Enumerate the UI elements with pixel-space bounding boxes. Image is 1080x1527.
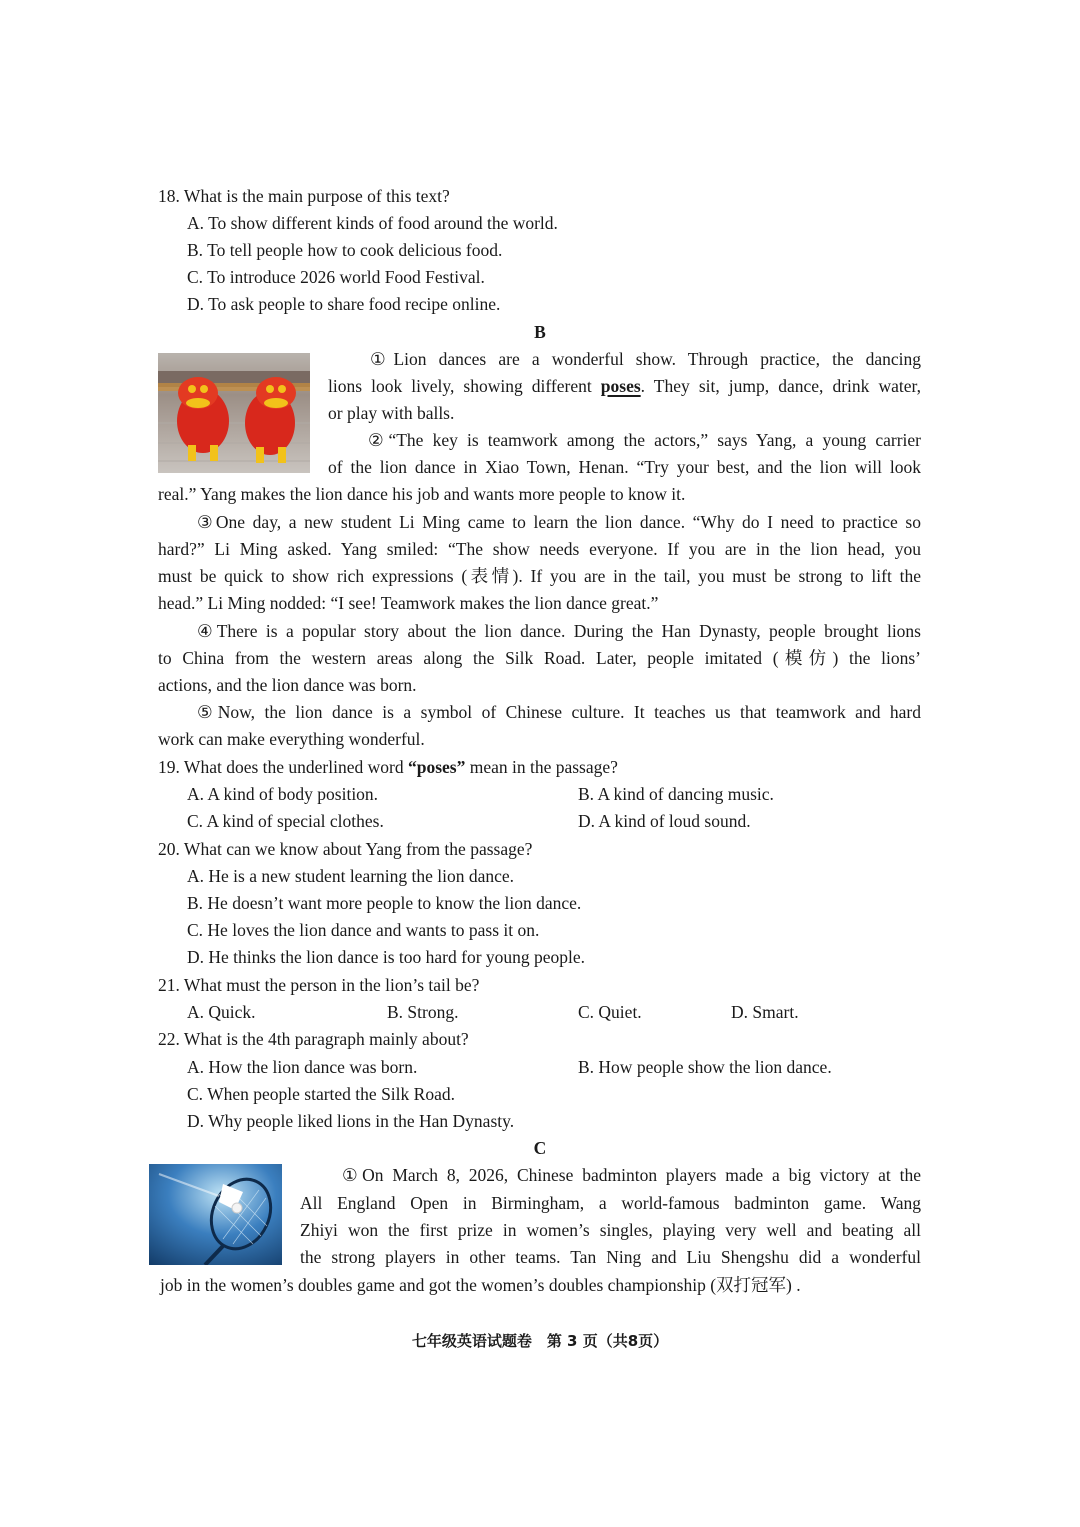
passage-b-p2-line3: real.” Yang makes the lion dance his job and wants more people to know it. <box>158 484 686 504</box>
q22-option-d: D. Why people liked lions in the Han Dynasty. <box>187 1111 515 1131</box>
section-c-heading: C <box>533 1138 547 1158</box>
q20-stem: 20. What can we know about Yang from the passage? <box>158 839 533 859</box>
passage-b-p4-line3: actions, and the lion dance was born. <box>158 675 417 695</box>
q18-option-d: D. To ask people to share food recipe online. <box>187 294 501 314</box>
q18-option-a: A. To show different kinds of food around the world. <box>187 213 558 233</box>
passage-b-p4-line1: ④There is a popular story about the lion dance. During the Han Dynasty, people brought lions <box>197 621 921 641</box>
q19-option-d: D. A kind of loud sound. <box>578 811 751 831</box>
q19-option-c: C. A kind of special clothes. <box>187 811 384 831</box>
badminton-image <box>149 1164 282 1265</box>
badminton-shuttlecock-photo-icon <box>149 1164 282 1265</box>
q21-option-d: D. Smart. <box>731 1002 799 1022</box>
passage-b-p3-line3: must be quick to show rich expressions (表情). If you are in the tail, you must be strong to lift the <box>158 566 921 586</box>
q19-stem <box>158 755 618 779</box>
passage-b-p1-line2-post: . They sit, jump, dance, drink water, <box>640 376 921 396</box>
passage-c-line4: the strong players in other teams. Tan Ning and Liu Shengshu did a wonderful <box>300 1247 921 1267</box>
passage-b-p1-line2-pre: lions look lively, showing different <box>328 376 601 396</box>
passage-b-p1-line3: or play with balls. <box>328 403 455 423</box>
passage-b-p2-line2: of the lion dance in Xiao Town, Henan. “Try your best, and the lion will look <box>328 457 921 477</box>
q21-option-a: A. Quick. <box>187 1002 256 1022</box>
q18-option-b: B. To tell people how to cook delicious food. <box>187 240 503 260</box>
q20-option-d: D. He thinks the lion dance is too hard for young people. <box>187 947 586 967</box>
passage-c-line1: ①On March 8, 2026, Chinese badminton players made a big victory at the <box>342 1165 921 1185</box>
passage-c-line3: Zhiyi won the first prize in women’s singles, playing very well and beating all <box>300 1220 921 1240</box>
q19-option-b: B. A kind of dancing music. <box>578 784 774 804</box>
q19-option-a: A. A kind of body position. <box>187 784 379 804</box>
passage-b-p1-line1: ①Lion dances are a wonderful show. Through practice, the dancing <box>370 349 921 369</box>
passage-c-line5: job in the women’s doubles game and got the women’s doubles championship (双打冠军) . <box>160 1275 801 1295</box>
underlined-word-poses: poses <box>600 376 641 396</box>
q21-stem: 21. What must the person in the lion’s tail be? <box>158 975 480 995</box>
q19-stem-post: mean in the passage? <box>465 757 618 777</box>
passage-b-p3-line4: head.” Li Ming nodded: “I see! Teamwork makes the lion dance great.” <box>158 593 659 613</box>
q18-option-c: C. To introduce 2026 world Food Festival. <box>187 267 485 287</box>
lion-dance-photo-icon <box>158 353 310 473</box>
passage-b-p5-line1: ⑤Now, the lion dance is a symbol of Chinese culture. It teaches us that teamwork and hard <box>197 702 921 722</box>
passage-b-p4-line2: to China from the western areas along the Silk Road. Later, people imitated (模仿) the lions’ <box>158 648 921 668</box>
q21-option-b: B. Strong. <box>387 1002 459 1022</box>
passage-b-p3-line1: ③One day, a new student Li Ming came to learn the lion dance. “Why do I need to practice so <box>197 512 921 532</box>
q19-stem-word: “poses” <box>407 757 466 777</box>
q21-option-c: C. Quiet. <box>578 1002 642 1022</box>
q19-stem-pre: 19. What does the underlined word <box>158 757 408 777</box>
q20-option-b: B. He doesn’t want more people to know the lion dance. <box>187 893 582 913</box>
q20-option-c: C. He loves the lion dance and wants to pass it on. <box>187 920 540 940</box>
passage-c-line2: All England Open in Birmingham, a world-famous badminton game. Wang <box>300 1193 921 1213</box>
q22-stem: 22. What is the 4th paragraph mainly about? <box>158 1029 469 1049</box>
q22-option-b: B. How people show the lion dance. <box>578 1057 832 1077</box>
q22-option-c: C. When people started the Silk Road. <box>187 1084 455 1104</box>
page-footer: 七年级英语试题卷 第 3 页（共8页） <box>411 1332 669 1350</box>
lion-dance-image <box>158 353 310 473</box>
passage-b-p5-line2: work can make everything wonderful. <box>158 729 425 749</box>
passage-b-p3-line2: hard?” Li Ming asked. Yang smiled: “The show needs everyone. If you are in the lion head, you <box>158 539 921 559</box>
q20-option-a: A. He is a new student learning the lion dance. <box>187 866 515 886</box>
passage-b-p2-line1: ②“The key is teamwork among the actors,” says Yang, a young carrier <box>368 430 921 450</box>
q18-stem: 18. What is the main purpose of this text? <box>158 186 450 206</box>
section-b-heading: B <box>534 322 546 342</box>
q22-option-a: A. How the lion dance was born. <box>187 1057 418 1077</box>
passage-b-p1-line2 <box>328 374 921 398</box>
